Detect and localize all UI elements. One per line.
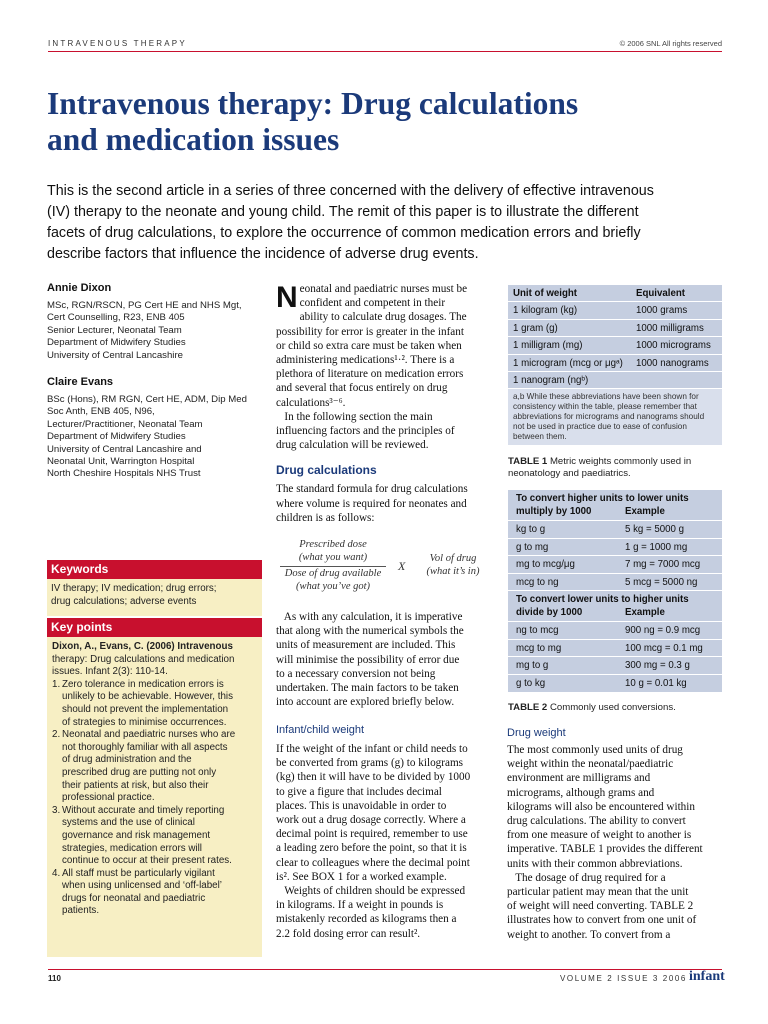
section-header-text: To convert higher units to lower units xyxy=(516,493,689,504)
table-cell: 5 kg = 5000 g xyxy=(625,524,684,536)
caption-label: TABLE 2 xyxy=(508,702,548,713)
list-item xyxy=(52,729,257,805)
header-rule xyxy=(48,51,722,52)
text-line: (kg) then it will have to be divided by 1000 xyxy=(276,771,471,784)
credential-line: BSc (Hons), RM RGN, Cert HE, ADM, Dip Med xyxy=(47,394,247,405)
text-line: be converted from grams (g) to kilograms xyxy=(276,757,464,770)
table-row xyxy=(508,302,722,319)
title-line: Intravenous therapy: Drug calculations xyxy=(47,86,579,121)
copyright-notice: © 2006 SNL All rights reserved xyxy=(619,39,722,48)
text-line: into account are explored briefly below. xyxy=(276,696,455,709)
text-line: drug calculation will be reviewed. xyxy=(276,439,429,452)
author-credentials xyxy=(47,300,262,362)
text-line: and several that focus entirely on drug xyxy=(276,382,448,395)
text-line: plethora of literature on medication errors xyxy=(276,368,464,381)
formula-volume xyxy=(418,552,488,578)
author-name: Annie Dixon xyxy=(47,282,112,294)
credential-line: North Cheshire Hospitals NHS Trust xyxy=(47,468,201,480)
citation xyxy=(52,641,257,679)
credential-line: Soc Anth, ENB 405, N96, xyxy=(47,406,155,418)
footnote-line: not be used in practice due to ease of confusion xyxy=(513,422,687,432)
right-column-text xyxy=(507,727,723,942)
text-line: to give a figure that includes decimal xyxy=(276,785,442,798)
table-cell: 1000 milligrams xyxy=(636,322,704,334)
table-row xyxy=(508,320,722,337)
table-cell: 1000 micrograms xyxy=(636,340,711,352)
formula-text: Prescribed dose xyxy=(299,539,367,550)
table-cell: mcg to mg xyxy=(516,642,562,654)
standfirst-line: facets of drug calculations, to explore the occurrence of common medication errors and briefly xyxy=(47,225,641,241)
text-line: of weight will need converting. TABLE 2 xyxy=(507,900,694,913)
text-line: units of measurement are included. This xyxy=(276,639,456,652)
caption-label: TABLE 1 xyxy=(508,456,548,467)
paragraph xyxy=(276,482,494,525)
citation-line: therapy: Drug calculations and medication xyxy=(52,653,235,665)
column-header: Unit of weight xyxy=(513,288,578,299)
table-footnote xyxy=(508,389,722,445)
caption-text: Metric weights commonly used in xyxy=(549,456,692,467)
credential-line: Department of Midwifery Studies xyxy=(47,337,186,349)
table-cell: ng to mcg xyxy=(516,625,559,637)
text-line: weight to another. To convert from a xyxy=(507,928,671,941)
text-line: a leading zero before the point, so that it is xyxy=(276,842,467,855)
paragraph xyxy=(507,743,723,942)
subsection-heading: Infant/child weight xyxy=(276,724,365,736)
table-cell: 100 mcg = 0.1 mg xyxy=(625,642,703,654)
column-header: Example xyxy=(625,506,665,517)
table-cell: 1 g = 1000 mg xyxy=(625,541,688,553)
caption-text: Commonly used conversions. xyxy=(549,702,676,713)
text-line: kilograms will also be encountered within xyxy=(507,800,695,813)
text-line: places. This is unavoidable in order to xyxy=(276,799,447,812)
item-line: of strategies to minimise occurrences. xyxy=(62,716,227,728)
table-1-caption xyxy=(508,456,691,480)
key-points-list xyxy=(52,679,257,918)
item-line: should not prevent the implementation xyxy=(62,703,229,715)
item-line: Zero tolerance in medication errors is xyxy=(62,678,224,690)
text-line: in kilograms. If a weight in pounds is xyxy=(276,899,444,912)
title-line: and medication issues xyxy=(47,122,340,157)
item-line: Neonatal and paediatric nurses who are xyxy=(62,729,236,741)
text-line: As with any calculation, it is imperative xyxy=(276,611,463,623)
footnote-line: a,b While these abbreviations have been shown for xyxy=(513,392,699,402)
text-line: influencing factors and the principles of xyxy=(276,425,455,438)
credential-line: University of Central Lancashire xyxy=(47,349,183,361)
text-line: possibility for error is greater in the infant xyxy=(276,325,464,338)
text-line: illustrates how to convert from one unit of xyxy=(507,914,697,927)
table-row xyxy=(508,521,722,538)
table-cell: 900 ng = 0.9 mcg xyxy=(625,625,701,637)
issue-label: VOLUME 2 ISSUE 3 2006 xyxy=(560,974,687,983)
page-number: 110 xyxy=(48,974,61,983)
table-cell: 10 g = 0.01 kg xyxy=(625,677,687,689)
text-line: The dosage of drug required for a xyxy=(507,871,666,884)
table-cell: 1 nanogram (ngᵇ) xyxy=(513,374,589,386)
table-cell: 1 gram (g) xyxy=(513,322,558,334)
table-cell: 1000 grams xyxy=(636,305,688,317)
text-line: mistakenly recorded as kilograms then a xyxy=(276,913,457,926)
citation-line: issues. Infant 2(3): 110-14. xyxy=(52,666,168,678)
table-cell: 1 microgram (mcg or μgᵃ) xyxy=(513,357,623,369)
author-credentials xyxy=(47,394,262,481)
text-line: confident and competent in their xyxy=(299,297,446,310)
table-cell: g to mg xyxy=(516,541,549,553)
list-item xyxy=(52,868,257,918)
footnote-line: between them. xyxy=(513,432,567,442)
table-cell: 5 mcg = 5000 ng xyxy=(625,576,698,588)
credential-line: Cert Counselling, R23, ENB 405 xyxy=(47,312,185,324)
item-number: 2. xyxy=(52,729,61,741)
item-line: of drug administration and the xyxy=(62,754,192,766)
table-row xyxy=(508,622,722,639)
key-points-box xyxy=(47,637,262,957)
list-item xyxy=(52,805,257,868)
intro-paragraph xyxy=(276,282,494,452)
text-line: to a necessary conversion not being xyxy=(276,667,436,680)
article-title xyxy=(47,86,727,158)
item-line: their patients at risk, but also their xyxy=(62,779,209,791)
dropcap: N xyxy=(276,281,298,314)
table-row xyxy=(508,574,722,591)
standfirst-line: This is the second article in a series of three concerned with the delivery of effective intravenous xyxy=(47,183,654,199)
table-section-header xyxy=(508,490,722,504)
credential-line: Senior Lecturer, Neonatal Team xyxy=(47,324,182,336)
table-cell: 1000 nanograms xyxy=(636,357,709,369)
standfirst-line: describe factors that influence the incidence of adverse drug events. xyxy=(47,246,479,262)
table-row xyxy=(508,539,722,556)
column-header: Equivalent xyxy=(636,288,685,299)
standfirst-line: (IV) therapy to the neonate and young child. The remit of this paper is to illustrate the different xyxy=(47,204,639,220)
item-number: 4. xyxy=(52,867,61,879)
subsection-heading: Drug weight xyxy=(507,727,566,739)
item-line: governance and risk management xyxy=(62,829,211,841)
text-line: work out a drug dosage correctly. Where a xyxy=(276,814,466,827)
table-section-header xyxy=(508,504,722,521)
running-header xyxy=(48,39,722,51)
item-line: strategies, medication errors will xyxy=(62,842,202,854)
item-line: All staff must be particularly vigilant xyxy=(62,867,215,879)
table-row xyxy=(508,657,722,674)
text-line: from one measure of weight to another is xyxy=(507,829,692,842)
table-1 xyxy=(508,285,722,445)
text-line: If the weight of the infant or child needs to xyxy=(276,743,468,755)
text-line: particular patient may mean that the unit xyxy=(507,886,689,899)
footnote-line: consistency within the table, please remember that xyxy=(513,402,697,412)
text-line: imperative. TABLE 1 provides the different xyxy=(507,843,703,856)
formula-text: (what you’ve got) xyxy=(295,581,371,592)
section-header-text: To convert lower units to higher units xyxy=(516,593,689,605)
text-line: drug calculations. The ability to convert xyxy=(507,815,686,828)
table-cell: mcg to ng xyxy=(516,576,559,588)
keywords-heading: Keywords xyxy=(47,560,262,579)
table-section-header xyxy=(508,605,722,622)
text-line: 2.2 fold dosing error can result². xyxy=(276,927,421,940)
table-row xyxy=(508,640,722,657)
standfirst xyxy=(47,181,727,265)
item-line: Without accurate and timely reporting xyxy=(62,804,225,816)
formula-text: (what it’s in) xyxy=(426,566,480,577)
text-line: The standard formula for drug calculations xyxy=(276,483,468,496)
table-cell: 300 mg = 0.3 g xyxy=(625,660,690,672)
text-line: units with their common abbreviations. xyxy=(507,857,683,870)
item-line: continue to occur at their present rates. xyxy=(62,855,232,867)
text-line: where volume is required for neonates and xyxy=(276,497,467,510)
key-points-heading: Key points xyxy=(47,618,262,637)
table-2-caption xyxy=(508,702,676,714)
item-line: when using unlicensed and ‘off-label’ xyxy=(62,880,222,892)
text-line: undertaken. The main factors to be taken xyxy=(276,682,459,695)
text-line: will minimise the possibility of error due xyxy=(276,653,460,666)
item-line: patients. xyxy=(62,905,100,917)
author-name: Claire Evans xyxy=(47,376,114,388)
table-cell: 7 mg = 7000 mcg xyxy=(625,559,701,571)
table-cell: g to kg xyxy=(516,677,546,689)
item-line: not thoroughly familiar with all aspects xyxy=(62,741,228,753)
table-cell: mg to mcg/μg xyxy=(516,559,575,571)
formula-text: (what you want) xyxy=(298,552,368,563)
multiply-sign: X xyxy=(398,559,406,573)
text-line: calculations³⁻⁶. xyxy=(276,396,346,409)
text-line: clear to colleagues where the decimal point xyxy=(276,856,470,869)
text-line: administering medications¹·². There is a xyxy=(276,354,455,367)
paragraph xyxy=(276,742,494,941)
text-line: ability to calculate drug dosages. The xyxy=(299,311,467,324)
text-line: or child so extra care must be taken when xyxy=(276,339,462,352)
citation-line: Dixon, A., Evans, C. (2006) Intravenous xyxy=(52,641,233,652)
table-cell: 1 milligram (mg) xyxy=(513,340,583,352)
credential-line: Neonatal Unit, Warrington Hospital xyxy=(47,456,195,468)
middle-column xyxy=(276,282,494,525)
section-label: INTRAVENOUS THERAPY xyxy=(48,39,187,48)
table-header-row xyxy=(508,285,722,302)
credential-line: University of Central Lancashire and xyxy=(47,443,202,455)
table-section-header xyxy=(508,591,722,605)
keywords-line: drug calculations; adverse events xyxy=(51,596,197,607)
text-line: environment are milligrams and xyxy=(507,772,651,785)
table-row xyxy=(508,556,722,573)
item-line: prescribed drug are putting not only xyxy=(62,766,217,778)
column-header: Example xyxy=(625,606,665,618)
keywords-box xyxy=(47,579,262,616)
text-line: micrograms, although grams and xyxy=(507,786,655,799)
table-cell: mg to g xyxy=(516,660,549,672)
table-cell: kg to g xyxy=(516,524,546,536)
formula-text: Dose of drug available xyxy=(284,568,382,579)
table-row xyxy=(508,337,722,354)
credential-line: Lecturer/Practitioner, Neonatal Team xyxy=(47,418,203,430)
formula-denominator xyxy=(278,567,388,593)
credential-line: MSc, RGN/RSCN, PG Cert HE and NHS Mgt, xyxy=(47,300,242,311)
caption-text: neonatology and paediatrics. xyxy=(508,468,631,479)
text-line: is². See BOX 1 for a worked example. xyxy=(276,870,447,883)
formula-numerator xyxy=(278,538,388,564)
table-row xyxy=(508,675,722,692)
journal-logo: infant xyxy=(689,969,725,984)
keywords-line: IV therapy; IV medication; drug errors; xyxy=(51,583,217,594)
formula-text: Vol of drug xyxy=(429,553,477,564)
table-2 xyxy=(508,490,722,692)
section-header-text: divide by 1000 xyxy=(516,606,583,618)
item-number: 3. xyxy=(52,804,61,816)
text-line: decimal point is required, remember to use xyxy=(276,828,468,841)
item-number: 1. xyxy=(52,678,61,690)
text-line: The most commonly used units of drug xyxy=(507,744,683,756)
item-line: unlikely to be achievable. However, this xyxy=(62,691,233,703)
text-line: Weights of children should be expressed xyxy=(276,885,466,898)
dosage-formula xyxy=(278,538,498,598)
list-item xyxy=(52,679,257,729)
table-row xyxy=(508,372,722,389)
text-line: eonatal and paediatric nurses must be xyxy=(299,283,468,295)
footnote-line: abbreviations for micrograms and nanograms should xyxy=(513,412,705,422)
table-row xyxy=(508,355,722,372)
section-heading: Drug calculations xyxy=(276,463,377,478)
text-line: children is as follows: xyxy=(276,511,375,524)
item-line: professional practice. xyxy=(62,792,155,804)
table-cell: 1 kilogram (kg) xyxy=(513,305,578,317)
text-line: In the following section the main xyxy=(276,410,433,423)
paragraph xyxy=(276,610,494,709)
text-line: weight within the neonatal/paediatric xyxy=(507,758,674,771)
item-line: systems and the use of clinical xyxy=(62,817,195,829)
section-header-text: multiply by 1000 xyxy=(516,506,592,517)
footer-rule xyxy=(48,969,722,970)
item-line: drugs for neonatal and paediatric xyxy=(62,892,206,904)
credential-line: Department of Midwifery Studies xyxy=(47,431,186,443)
text-line: that along with the numerical symbols the xyxy=(276,625,464,638)
